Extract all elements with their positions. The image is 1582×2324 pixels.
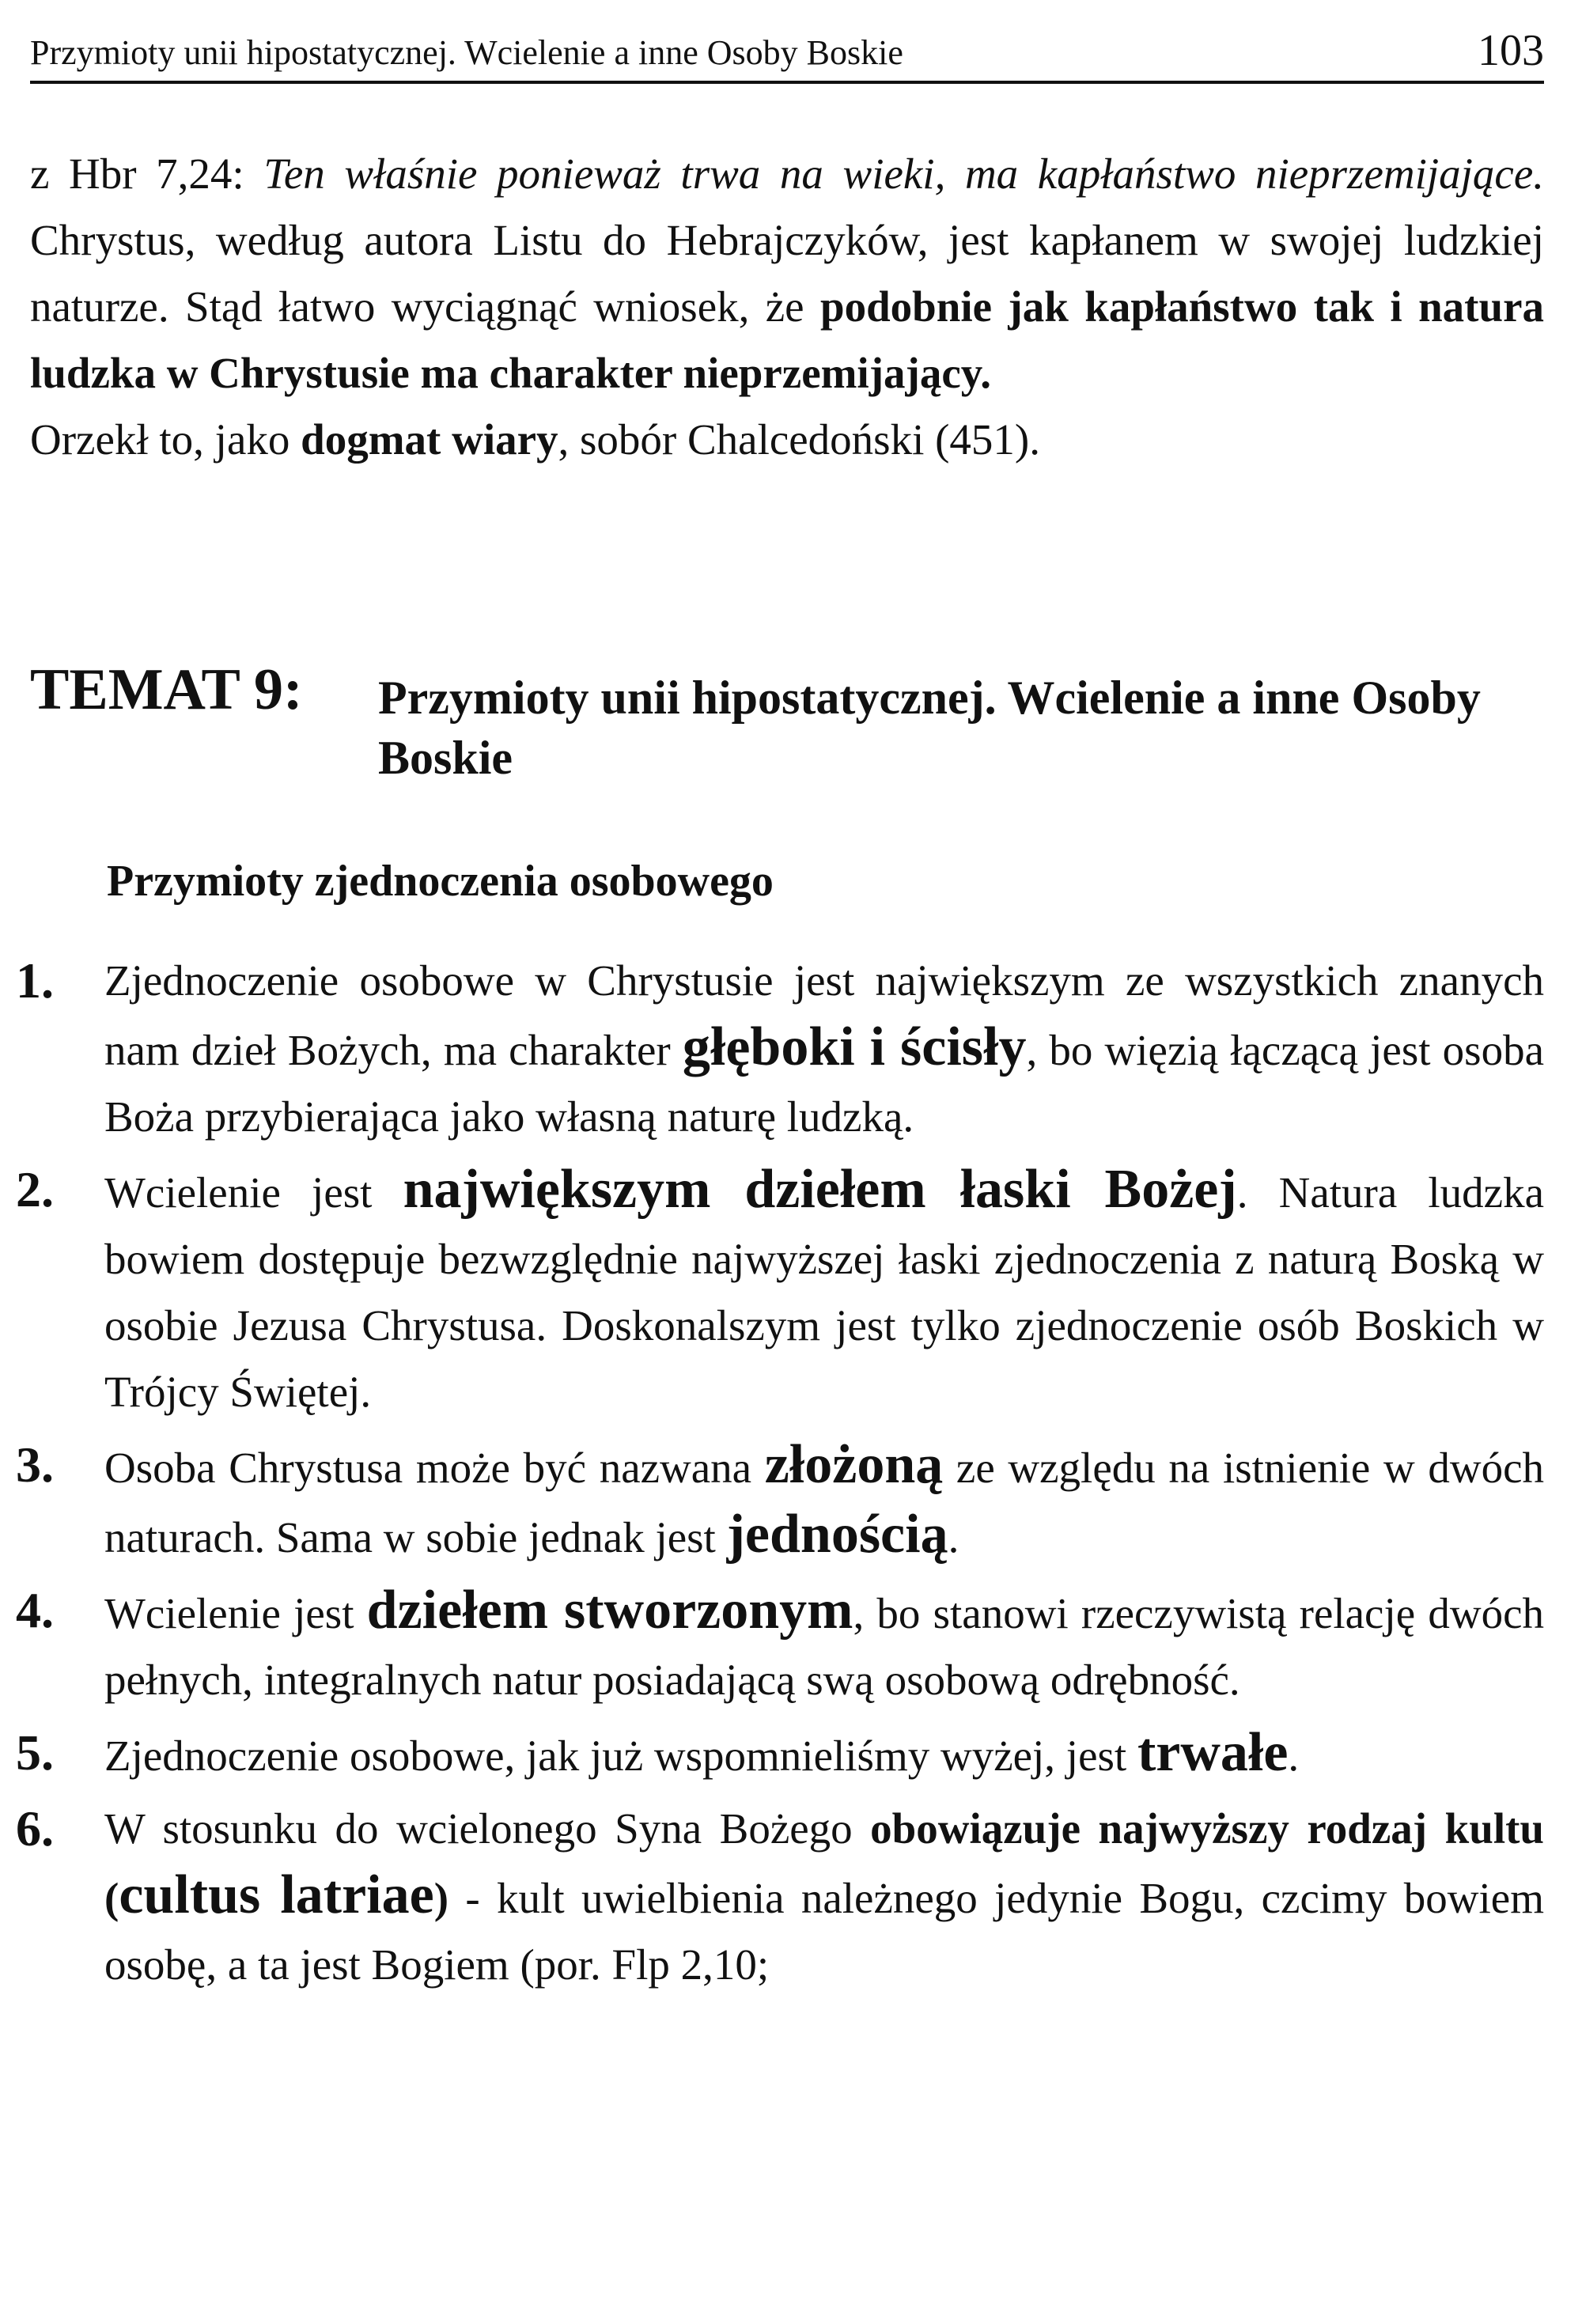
- list-item: [16, 948, 1544, 1150]
- item-emphasis: dziełem stworzonym: [366, 1580, 853, 1641]
- running-header: [30, 25, 1544, 84]
- item-text: , bo więzią łączącą jest osoba Boża przybierająca jako własną naturę ludzką.: [104, 1026, 1544, 1141]
- item-emphasis: trwałe: [1137, 1722, 1289, 1783]
- section-subheading: Przymioty zjednoczenia osobowego: [107, 857, 774, 906]
- item-number: 2.: [16, 1161, 54, 1217]
- item-text: .: [1288, 1732, 1300, 1780]
- item-text: Zjednoczenie osobowe w Chrystusie jest największym ze wszystkich znanych nam dzieł Bożych, ma charakter: [104, 956, 1544, 1074]
- item-text: - kult uwielbienia należnego jedynie Bogu, czcimy bowiem osobę, a ta jest Bogiem (por. Flp 2,10;: [104, 1874, 1544, 1989]
- scripture-quote: Ten właśnie ponieważ trwa na wieki, ma kapłaństwo nieprzemijające.: [263, 150, 1544, 198]
- item-text: Wcielenie jest: [104, 1589, 367, 1637]
- item-number: 6.: [16, 1800, 54, 1857]
- item-number: 1.: [16, 952, 54, 1009]
- dogma-bold: dogmat wiary: [301, 415, 558, 464]
- item-number: 5.: [16, 1724, 54, 1781]
- scripture-reference: z Hbr 7,24:: [30, 150, 264, 198]
- item-text: , bo stanowi rzeczywistą relację dwóch pełnych, integralnych natur posiadającą swą osobową odrębność.: [104, 1589, 1544, 1704]
- intro-sentence: Chrystus, według autora Listu do Hebrajczyków, jest kapłanem w swojej ludzkiej naturze. Stąd łatwo wyciągnąć wniosek, że: [30, 216, 1544, 331]
- item-bold: obowiązuje najwyższy rodzaj kultu (: [104, 1804, 1544, 1922]
- topic-title: Przymioty unii hipostatycznej. Wcielenie a inne Osoby Boskie: [378, 672, 1481, 784]
- item-number: 3.: [16, 1436, 54, 1493]
- intro-text: [30, 141, 1544, 407]
- dogma-text-end: , sobór Chalcedoński (451).: [558, 415, 1041, 464]
- dogma-text-start: Orzekł to, jako: [30, 415, 301, 464]
- item-emphasis: największym dziełem łaski Bożej: [403, 1159, 1237, 1220]
- dogma-statement: [30, 407, 1544, 473]
- intro-paragraph: [30, 141, 1544, 473]
- item-text: Osoba Chrystusa może być nazwana: [104, 1444, 765, 1492]
- item-text: . Natura ludzka bowiem dostępuje bezwzględnie najwyższej łaski zjednoczenia z naturą Boską w osobie Jezusa Chrystusa. Doskonalszym jest tylko zjednoczenie osób Boskich w Trójcy Świętej.: [104, 1168, 1544, 1416]
- item-number: 4.: [16, 1582, 54, 1638]
- properties-list: [16, 948, 1544, 2004]
- list-item: [16, 1432, 1544, 1571]
- list-item: [16, 1796, 1544, 1998]
- topic-label: TEMAT 9:: [30, 657, 303, 722]
- item-emphasis-2: jednością: [726, 1504, 948, 1565]
- item-text: ze względu na istnienie w dwóch naturach. Sama w sobie jednak jest: [104, 1444, 1544, 1561]
- page-number: 103: [1478, 26, 1544, 75]
- item-text: Zjednoczenie osobowe, jak już wspomnieliśmy wyżej, jest: [104, 1732, 1137, 1780]
- list-item: [16, 1720, 1544, 1789]
- item-bold-close: ): [433, 1874, 449, 1922]
- list-item: [16, 1156, 1544, 1425]
- intro-bold-conclusion: podobnie jak kapłaństwo tak i natura ludzka w Chrystusie ma charakter nieprzemijający.: [30, 282, 1544, 397]
- item-emphasis: cultus latriae: [119, 1864, 434, 1925]
- item-text: Wcielenie jest: [104, 1168, 403, 1217]
- item-text: W stosunku do wcielonego Syna Bożego: [104, 1804, 871, 1853]
- running-header-title: Przymioty unii hipostatycznej. Wcielenie a inne Osoby Boskie: [30, 33, 903, 72]
- item-emphasis: głęboki i ścisły: [682, 1016, 1027, 1077]
- list-item: [16, 1577, 1544, 1713]
- item-text: .: [948, 1513, 959, 1561]
- item-emphasis: złożoną: [764, 1434, 944, 1495]
